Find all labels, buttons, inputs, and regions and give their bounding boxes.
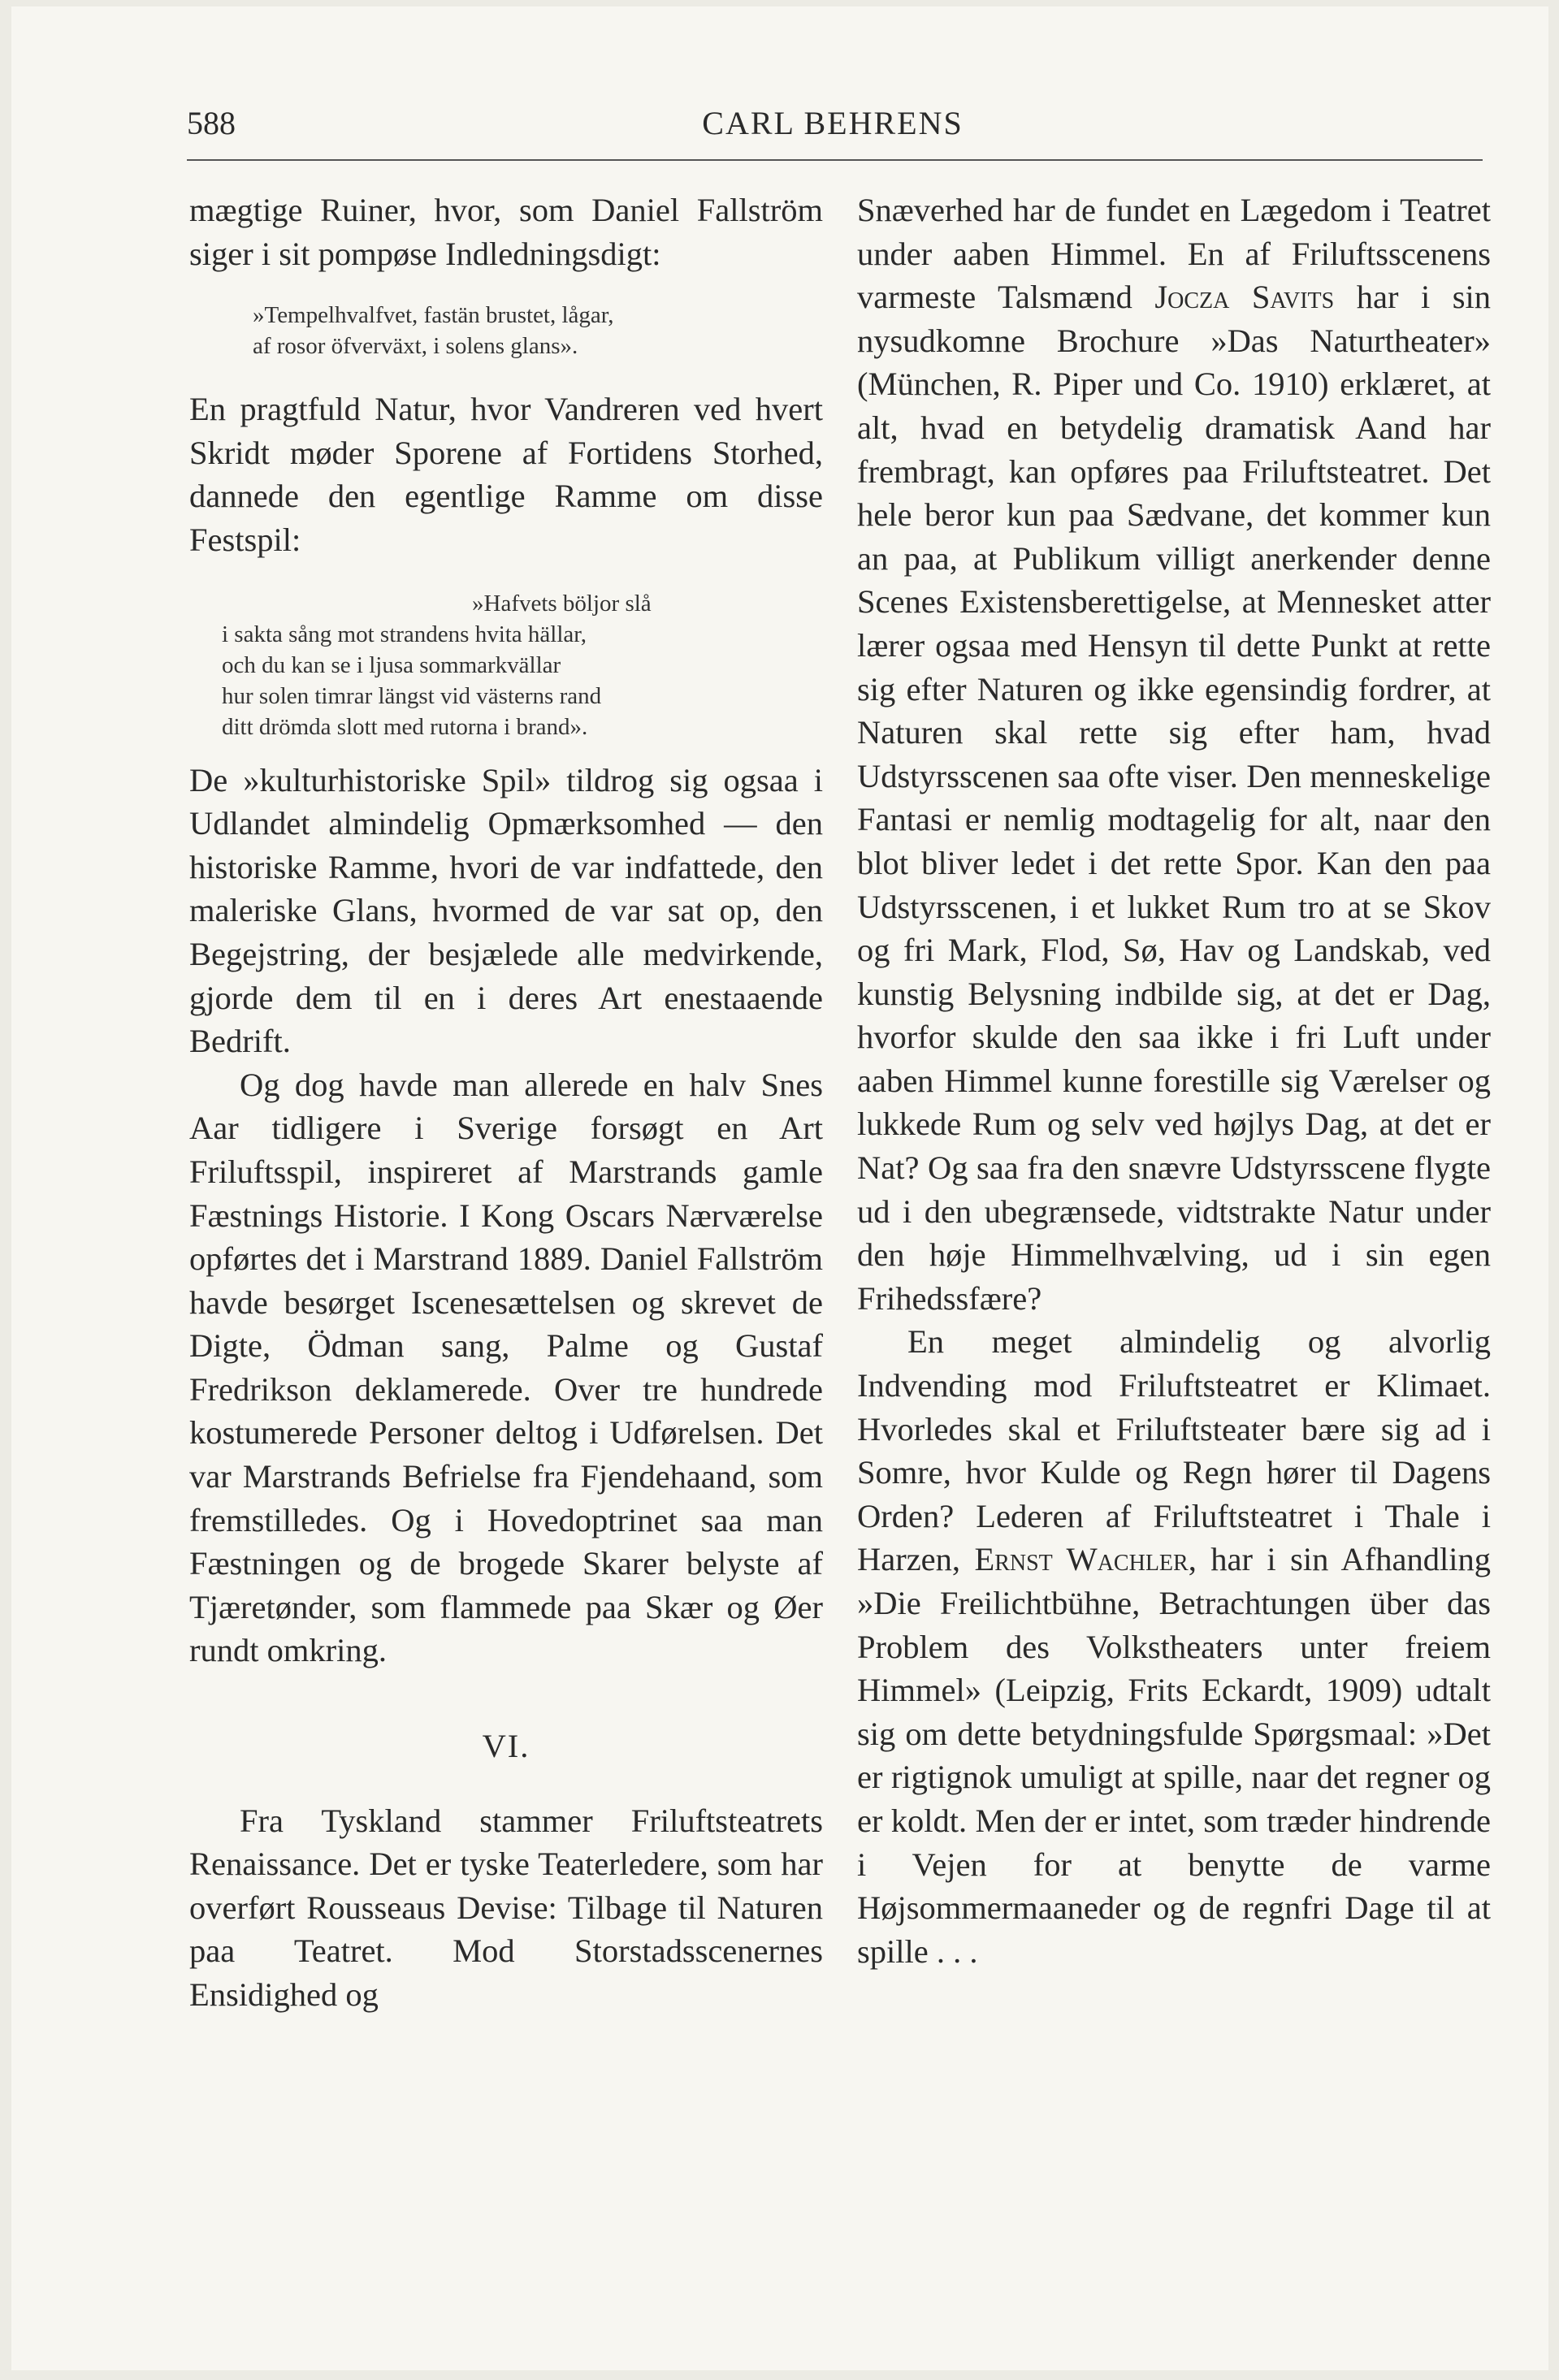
quote-line: ditt drömda slott med rutorna i brand».: [222, 713, 588, 740]
quotation: [189, 300, 823, 361]
running-head: CARL BEHRENS: [702, 105, 964, 141]
quote-line: i sakta sång mot strandens hvita hällar,: [222, 621, 587, 647]
poem-quotation: [189, 588, 823, 742]
left-column: [189, 188, 823, 2017]
quote-line: och du kan se i ljusa sommarkvällar: [222, 651, 561, 678]
page-header: [187, 104, 1479, 153]
quote-line: »Tempelhvalfvet, fastän brustet, lågar,: [253, 302, 614, 329]
quote-line: »Hafvets böljor slå: [472, 590, 652, 617]
paragraph: En meget almindelig og alvorlig Indvending mod Friluftsteatret er Klimaet. Hvorledes skal et Friluftsteater bære sig ad i Somre, hvor Kulde og Regn hører til Dagens Orden? Lederen af Friluftsteatret i Thale i Harzen, Ernst Wachler, har i sin Afhandling »Die Freilichtbühne, Betrachtungen über das Problem des Volkstheaters unter freiem Himmel» (Leipzig, Frits Eckardt, 1909) udtalt sig om dette betydningsfulde Spørgsmaal: »Det er rigtignok umuligt at spille, naar det regner og er koldt. Men der er intet, som træder hindrende i Vejen for at benytte de varme Højsommermaaneder og de regnfri Dage til at spille . . .: [857, 1323, 1491, 1970]
paragraph: De »kulturhistoriske Spil» tildrog sig ogsaa i Udlandet almindelig Opmærksomhed — den historiske Ramme, hvori de var indfattede, den maleriske Glans, hvormed de var sat op, den Begejstring, der besjælede alle medvirkende, gjorde dem til en i deres Art enestaaende Bedrift.: [189, 761, 823, 1060]
quote-line: af rosor öfverväxt, i solens glans».: [253, 333, 578, 360]
paragraph: Fra Tyskland stammer Friluftsteatrets Renaissance. Det er tyske Teaterledere, som har overført Rousseaus Devise: Tilbage til Naturen paa Teatret. Mod Storstadsscenernes Ensidighed og: [189, 1802, 823, 2013]
right-column: [857, 188, 1491, 1973]
author-name: Ernst Wachler: [974, 1541, 1189, 1578]
author-name: Jocza Savits: [1154, 279, 1335, 316]
header-rule: [187, 159, 1483, 161]
paragraph: Snæverhed har de fundet en Lægedom i Teatret under aaben Himmel. En af Friluftsscenens varmeste Talsmænd Jocza Savits har i sin nysudkomne Brochure »Das Naturtheater» (München, R. Piper und Co. 1910) erklæret, at alt, hvad en betydelig dramatisk Aand har frembragt, kan opføres paa Friluftsteatret. Det hele beror kun paa Sædvane, det kommer kun an paa, at Publikum villigt anerkender denne Scenes Existensberettigelse, at Mennesket atter lærer ogsaa med Hensyn til dette Punkt at rette sig efter Naturen og ikke egensindig fordrer, at Naturen skal rette sig efter ham, hvad Udstyrsscenen saa ofte viser. Den menneskelige Fantasi er nemlig modtagelig for alt, naar den blot bliver ledet i det rette Spor. Kan den paa Udstyrsscenen, i et lukket Rum tro at se Skov og fri Mark, Flod, Sø, Hav og Landskab, ved kunstig Belysning indbilde sig, at det er Dag, hvorfor skulde den saa ikke i fri Luft under aaben Himmel kunne forestille sig Værelser og lukkede Rum og selv ved højlys Dag, at det er Nat? Og saa fra den snævre Udstyrsscene flygte ud i den ubegrænsede, vidtstrakte Natur under den høje Himmelhvælving, ud i sin egen Frihedssfære?: [857, 192, 1492, 1317]
paragraph: En pragtfuld Natur, hvor Vandreren ved hvert Skridt møder Sporene af Fortidens Storhed, dannede den egentlige Ramme om disse Festspil:: [189, 391, 823, 558]
paragraph: mægtige Ruiner, hvor, som Daniel Fallström siger i sit pompøse Indledningsdigt:: [189, 192, 823, 272]
section-heading: VI.: [482, 1728, 530, 1765]
paragraph: Og dog havde man allerede en halv Snes Aar tidligere i Sverige forsøgt en Art Friluftsspil, inspireret af Marstrands gamle Fæstnings Historie. I Kong Oscars Nærværelse opførtes det i Marstrand 1889. Daniel Fallström havde besørget Iscenesættelsen og skrevet de Digte, Ödman sang, Palme og Gustaf Fredrikson deklamerede. Over tre hundrede kostumerede Personer deltog i Udførelsen. Det var Marstrands Befrielse fra Fjendehaand, som fremstilledes. Og i Hovedoptrinet saa man Fæstningen og de brogede Skarer belyste af Tjæretønder, som flammede paa Skær og Øer rundt omkring.: [189, 1066, 823, 1669]
page-number: 588: [187, 105, 236, 141]
quote-line: hur solen timrar längst vid västerns rand: [222, 682, 602, 709]
